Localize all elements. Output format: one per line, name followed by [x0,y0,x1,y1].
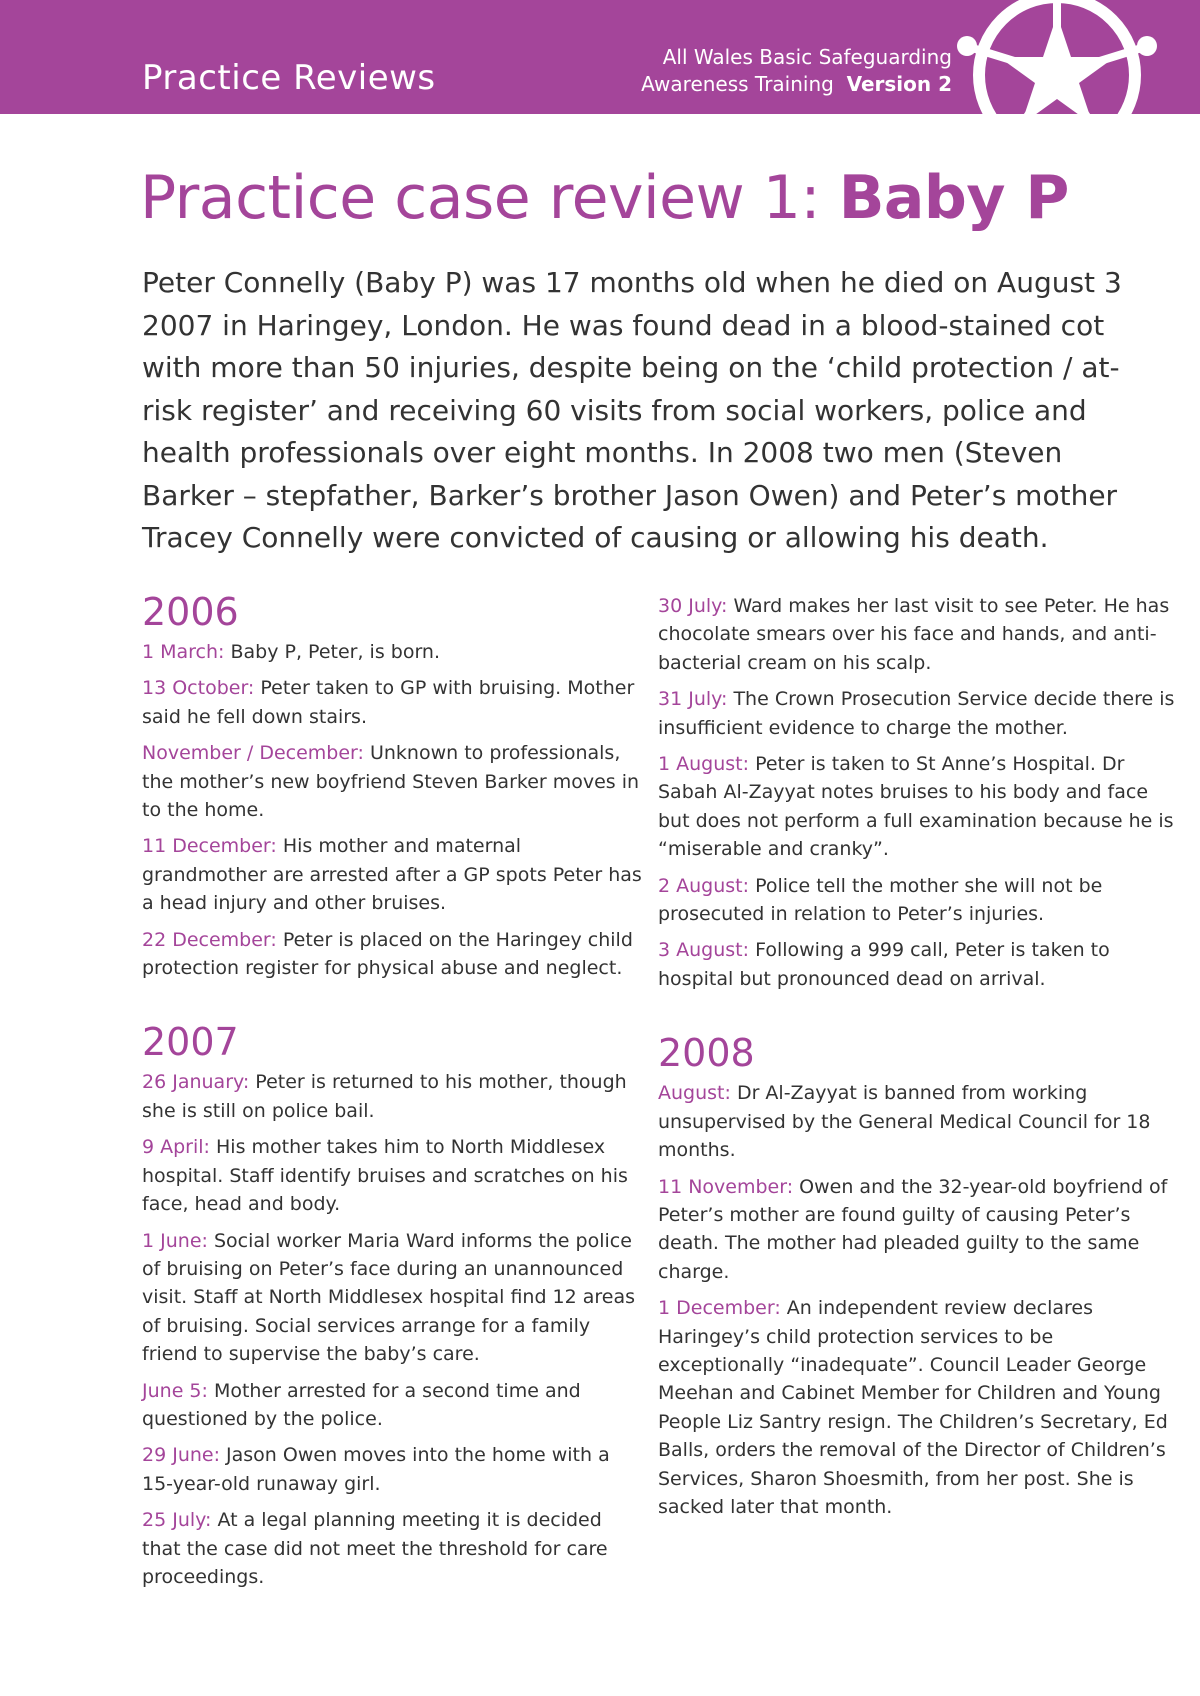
subtitle-line-1: All Wales Basic Safeguarding [662,45,952,69]
entry-text: His mother takes him to North Middlesex hospital. Staff identify bruises and scratches on his face, head and body. [142,1136,628,1216]
entry-date: 1 August: [658,753,750,776]
entry-date: 9 April: [142,1136,210,1159]
year-heading-2007: 2007 [142,1020,239,1065]
timeline-entry [658,1079,1178,1164]
timeline-left-column [142,590,642,1599]
timeline-entry [142,1377,642,1434]
entry-date: August: [658,1082,731,1105]
entry-text: Peter is returned to his mother, though she is still on police bail. [142,1071,627,1122]
entry-text: Peter is taken to St Anne’s Hospital. Dr Sabah Al-Zayyat notes bruises to his body and face but does not perform a full examination because he is “miserable and cranky”. [658,753,1174,861]
intro-paragraph: Peter Connelly (Baby P) was 17 months old when he died on August 3 2007 in Haringey, London. He was found dead in a blood-stained cot with more than 50 injuries, despite being on the ‘child protection / at-risk register’ and receiving 60 visits from social workers, police and health professionals over eight months. In 2008 two men (Steven Barker – stepfather, Barker’s brother Jason Owen) and Peter’s mother Tracey Connelly were convicted of causing or allowing his death. [142,266,1122,554]
timeline-entry [658,750,1178,864]
entry-date: 30 July: [658,595,728,617]
entry-date: 1 June: [142,1229,208,1252]
timeline-entry [142,832,642,917]
section-title: Practice Reviews [142,58,436,98]
entry-text: At a legal planning meeting it is decided that the case did not meet the threshold for care proceedings. [142,1509,608,1588]
entry-date: 1 March: [142,641,225,663]
subtitle-version: Version 2 [846,72,952,96]
timeline-entry [142,1068,642,1125]
title-bold: Baby P [838,163,1069,233]
entry-text: Peter is placed on the Haringey child protection register for physical abuse and neglect. [142,928,633,980]
timeline-entry [658,1173,1178,1287]
entry-text: Police tell the mother she will not be prosecuted in relation to Peter’s injuries. [658,874,1103,926]
entry-date: 2 August: [658,874,750,897]
header-banner [0,0,1200,114]
entry-text: Ward makes her last visit to see Peter. He has chocolate smears over his face and hands, and anti-bacterial cream on his scalp. [658,595,1170,674]
page-title [140,162,1069,234]
entry-text: Peter taken to GP with bruising. Mother said he fell down stairs. [142,677,635,728]
entry-date: 29 June: [142,1444,220,1467]
entry-text: Owen and the 32-year-old boyfriend of Peter’s mother are found guilty of causing Peter’s death. The mother had pleaded guilty to the same charge. [658,1175,1168,1283]
subtitle-course: Awareness Training [641,72,834,96]
entry-date: June 5: [142,1379,208,1402]
entry-date: November / December: [142,742,364,765]
entry-text: Baby P, Peter, is born. [224,641,441,663]
programme-subtitle [641,44,952,98]
timeline-right-column [658,592,1178,1529]
timeline-entry [142,638,642,666]
entry-date: 31 July: [658,688,728,711]
entry-date: 26 January: [142,1071,250,1094]
entry-date: 13 October: [142,677,255,700]
subtitle-line-2 [641,71,952,98]
entry-text: Dr Al-Zayyat is banned from working unsupervised by the General Medical Council for 18 months. [658,1082,1151,1162]
year-heading-2008: 2008 [658,1031,755,1076]
star-wheel-logo-icon [952,0,1162,114]
timeline-entry [658,592,1178,677]
entry-date: 11 November: [658,1175,794,1198]
timeline-entry [658,936,1178,993]
entry-text: Social worker Maria Ward informs the police of bruising on Peter’s face during an unannounced visit. Staff at North Middlesex hospital find 12 areas of bruising. Social services arrange for a family friend to supervise the baby’s care. [142,1229,636,1366]
entry-date: 1 December: [658,1297,781,1320]
timeline-entry [142,1506,642,1591]
entry-text: Following a 999 call, Peter is taken to hospital but pronounced dead on arrival. [658,939,1110,990]
timeline-entry [142,674,642,731]
entry-text: An independent review declares Haringey’s child protection services to be exceptionally “inadequate”. Council Leader George Meehan and Cabinet Member for Children and Young People Liz Santry resign. The Children’s Secretary, Ed Balls, orders the removal of the Director of Children’s Services, Sharon Shoesmith, from her post. She is sacked later that month. [658,1297,1168,1518]
timeline-entry [658,872,1178,929]
entry-text: The Crown Prosecution Service decide there is insufficient evidence to charge the mother. [658,688,1175,739]
entry-date: 11 December: [142,835,277,858]
entry-text: Mother arrested for a second time and questioned by the police. [142,1379,581,1430]
timeline-entry [142,926,642,983]
entry-date: 22 December: [142,928,277,951]
timeline-entry [142,1441,642,1498]
timeline-entry [142,1133,642,1218]
timeline-entry [142,739,642,824]
entry-text: Unknown to professionals, the mother’s new boyfriend Steven Barker moves in to the home. [142,742,640,822]
entry-date: 3 August: [658,939,750,962]
title-light: Practice case review 1: [140,163,821,233]
entry-text: Jason Owen moves into the home with a 15-year-old runaway girl. [142,1444,610,1495]
entry-date: 25 July: [142,1509,212,1532]
timeline-entry [658,1294,1178,1521]
year-heading-2006: 2006 [142,590,239,634]
timeline-entry [658,685,1178,742]
entry-text: His mother and maternal grandmother are arrested after a GP spots Peter has a head injury and other bruises. [142,835,642,915]
timeline-entry [142,1227,642,1369]
